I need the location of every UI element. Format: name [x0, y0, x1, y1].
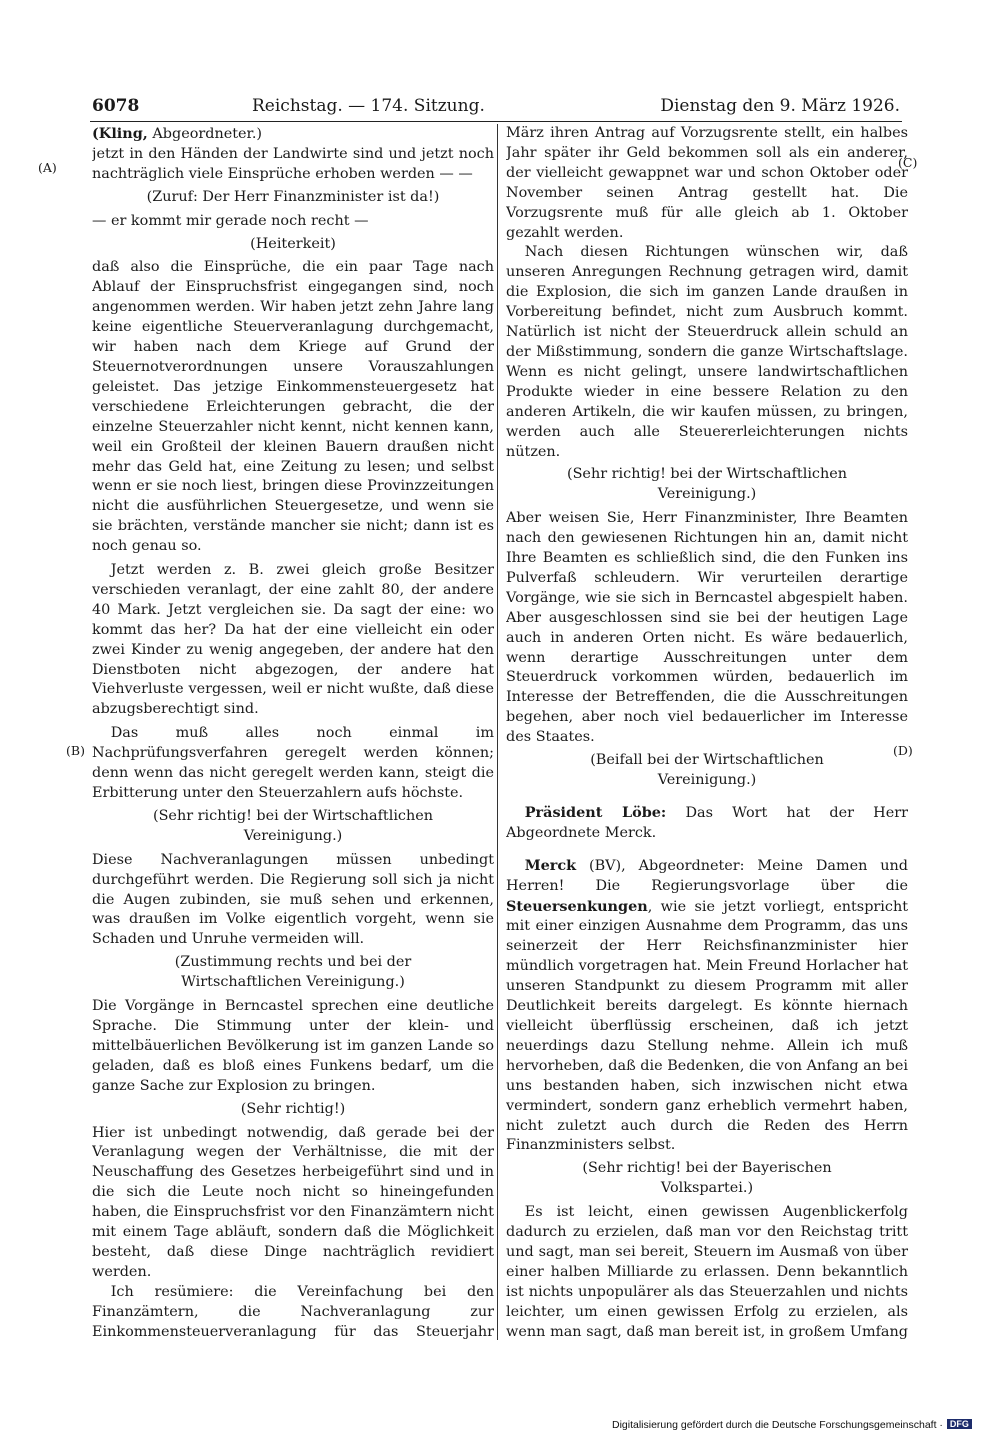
margin-mark-d: (D) — [893, 743, 913, 758]
merck-rest: , wie sie jetzt vorliegt, entspricht mit einer einzigen Ausnahme dem Programm, das uns seinerzeit der Herr Reichsfinanzminister hier mündlich vorgetragen hat. Mein Freund Horlacher hat unseren Standpunkt zu diesem Programm mit aller Deutlichkeit bereits dargelegt. Es könnte hiernach vielleicht überflüssig erscheinen, daß ich jetzt neuerdings dazu Stellung nehme. Allein ich muß hervorheben, daß die Bedenken, die von Anfang an bei uns bestanden haben, sich inzwischen nicht etwa vermindert, sondern ganz erheblich vermehrt haben, nicht zuletzt auch durch die Reden des Herrn Finanzministers selbst. — [506, 898, 908, 1154]
paragraph: daß also die Einsprüche, die ein paar Tage nach Ablauf der Einspruchsfrist eingegangen sind, noch angenommen werden. Wir haben jetzt zehn Jahre lang keine eigentliche Steuerveranlagung durchgemacht, wir haben nach dem Kriege auf Grund der Steuernotverordnungen unsere Vorauszahlungen geleistet. Das jetzige Einkommensteuergesetz hat verschiedene Erleichterungen gebracht, die der einzelne Steuerzahler nicht kennt, nicht kennen kann, weil ein Großteil der kleinen Bauern draußen nicht mehr das Geld hat, eine Zeitung zu lesen; und selbst wenn er sie noch liest, bringen diese Provinzzeitungen nicht die ausführlichen Steuergesetze, und wenn sie sie brächten, verstände mancher sie nicht; dann ist es noch genau so. — [92, 259, 494, 555]
interjection: (Beifall bei der Wirtschaftlichen Vereinigung.) — [590, 752, 824, 788]
right-column — [506, 124, 908, 1344]
paragraph: Diese Nachveranlagungen müssen unbedingt durchgeführt werden. Die Regierung soll sich ja nicht die Augen zubinden, sie muß sehen und erkennen, was draußen im Volke eigentlich vorgeht, wenn sie Schaden und Unruhe vermeiden will. — [92, 851, 494, 948]
interjection: (Zuruf: Der Herr Finanzminister ist da!) — [146, 188, 440, 205]
running-header — [92, 94, 900, 122]
credit-text: Digitalisierung gefördert durch die Deutsche Forschungsgemeinschaft · — [612, 1419, 943, 1431]
margin-mark-a: (A) — [38, 160, 57, 175]
president-text: Das Wort hat der Herr Abgeordnete Merck. — [506, 804, 908, 841]
page-number: 6078 — [92, 96, 140, 116]
paragraph: Aber weisen Sie, Herr Finanzminister, Ihre Beamten nach den gewiesenen Richtungen hin an, damit nicht Ihre Beamten es schließlich sind, die den Funken ins Pulverfaß schleudern. Wir verurteilen derartige Vorgänge, wie sie sich in Berncastel abgespielt haben. Aber ausgeschlossen sind sie bei der heutigen Lage auch in anderen Orten nicht. Es wäre bedauerlich, wenn derartige Ausschreitungen unter dem Steuerdruck vorkommen würden, bedauerlich im Interesse der Betreffenden, die die Ausschreitungen begehen, aber noch viel bedauerlicher im Interesse des Staates. — [506, 510, 908, 746]
digitization-credit — [612, 1419, 972, 1431]
header-rule — [90, 121, 902, 122]
paragraph: Es ist leicht, einen gewissen Augenblickerfolg dadurch zu erzielen, daß man vor den Reichstag tritt und sagt, man sei bereit, Steuern im Ausmaß von über einer halben Milliarde zu erlassen. Denn bekanntlich ist nichts unpopulärer als das Steuerzahlen und nichts leichter, um einen gewissen Erfolg zu erzielen, als wenn man sagt, daß man bereit ist, in großem Umfang — [506, 1204, 908, 1340]
interjection: (Sehr richtig! bei der Bayerischen Volkspartei.) — [582, 1160, 832, 1197]
column-divider — [497, 124, 498, 1340]
paragraph: Hier ist unbedingt notwendig, daß gerade bei der Veranlagung wegen der Verhältnisse, die mit der Neuschaffung des Gesetzes herbeigeführt sind und in die sich die Leute noch nicht so hineingefunden haben, die Einspruchsfrist vor den Finanzämtern nicht mit einem Tage abläuft, sondern daß die Möglichkeit besteht, daß diese Dinge nachträglich revidiert werden. — [92, 1124, 494, 1280]
speaker-tag-role: Abgeordneter.) — [147, 126, 263, 142]
interjection: (Sehr richtig!) — [240, 1100, 346, 1117]
speaker-tag-name: (Kling, — [92, 125, 148, 142]
paragraph: Das muß alles noch einmal im Nachprüfungsverfahren geregelt werden können; denn wenn das nicht geregelt werden kann, steigt die Erbitterung unter den Steuerzahlern aufs höchste. — [92, 725, 494, 801]
session-title: Reichstag. — 174. Sitzung. — [252, 96, 485, 116]
paragraph: Jetzt werden z. B. zwei gleich große Besitzer verschieden veranlagt, der eine zahlt 80, der andere 40 Mark. Jetzt vergleichen sie. Da sagt der eine: wo kommt das her? Da hat der eine vielleicht ein oder zwei Kinder zu wenig angegeben, der andere hat den Dienstboten nicht abgezogen, der andere hat Viehverluste vergessen, weil er nicht wußte, daß diese abzugsberechtigt sind. — [92, 562, 494, 718]
paragraph: — er kommt mir gerade noch recht — — [92, 212, 369, 229]
president-statement — [506, 803, 908, 844]
left-column — [92, 124, 494, 1344]
interjection: (Heiterkeit) — [250, 235, 336, 252]
interjection: (Zustimmung rechts und bei der Wirtschaftlichen Vereinigung.) — [174, 954, 412, 991]
paragraph: jetzt in den Händen der Landwirte sind und jetzt noch nachträglich viele Einsprüche erhoben werden — — — [92, 145, 494, 182]
merck-intro: (BV), Abgeordneter: Meine Damen und Herren! Die Regierungsvorlage über die — [506, 857, 908, 894]
speaker-name-merck: Merck — [524, 856, 577, 874]
interjection: (Sehr richtig! bei der Wirtschaftlichen Vereinigung.) — [566, 466, 848, 503]
paragraph: Nach diesen Richtungen wünschen wir, daß unseren Anregungen Rechnung getragen wird, damit die Explosion, die sich im ganzen Lande draußen in Vorbereitung befindet, nicht zum Ausbruch kommt. Natürlich ist nicht der Steuerdruck allein schuld an der Mißstimmung, sondern die ganze Wirtschaftslage. Wenn es nicht gelingt, unsere landwirtschaftlichen Produkte wieder in eine bessere Relation zu den anderen Artikeln, die wir kaufen müssen, zu bringen, werden auch alle Steuererleichterungen nichts nützen. — [506, 244, 908, 460]
session-date: Dienstag den 9. März 1926. — [660, 96, 900, 116]
merck-keyword: Steuersenkungen — [506, 897, 648, 915]
paragraph: März ihren Antrag auf Vorzugsrente stellt, ein halbes Jahr später ihr Geld bekommen soll als ein anderer, der vielleicht gewappnet war und schon Oktober oder November seinen Antrag gestellt hat. Die Vorzugsrente muß für alle gleich ab 1. Oktober gezahlt werden. — [506, 125, 908, 241]
paragraph: Die Vorgänge in Berncastel sprechen eine deutliche Sprache. Die Stimmung unter der klein- und mittelbäuerlichen Bevölkerung ist im ganzen Lande so geladen, daß es bloß eines Funkens bedarf, um die ganze Sache zur Explosion zu bringen. — [92, 998, 494, 1094]
merck-speech-opening — [506, 856, 908, 1157]
margin-mark-c: (C) — [898, 155, 918, 170]
interjection: (Sehr richtig! bei der Wirtschaftlichen Vereinigung.) — [152, 807, 434, 844]
president-name: Präsident Löbe: — [524, 803, 667, 821]
paragraph: Ich resümiere: die Vereinfachung bei den Finanzämtern, die Nachveranlagung zur Einkommensteuerveranlagung für das Steuerjahr — [92, 1283, 494, 1340]
speaker-tag — [92, 124, 494, 145]
margin-mark-b: (B) — [66, 743, 85, 758]
dfg-logo: DFG — [947, 1419, 972, 1429]
